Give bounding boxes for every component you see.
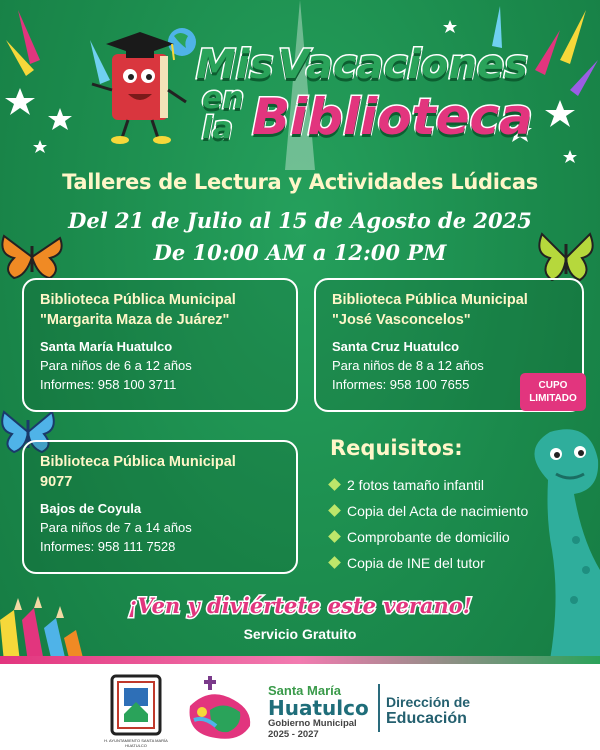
library-ages: Para niños de 6 a 12 años: [40, 358, 192, 373]
library-phone: Informes: 958 111 7528: [40, 539, 176, 554]
library-ages: Para niños de 8 a 12 años: [332, 358, 484, 373]
library-name-detail: 9077: [40, 474, 73, 490]
title-word-en: en: [202, 81, 244, 116]
orange-butterfly-icon: [0, 232, 64, 282]
title-word-vacaciones: Vacaciones: [278, 42, 528, 88]
library-card-margarita: [22, 278, 298, 412]
badge-line-1: CUPO: [538, 380, 568, 391]
municipality-brand: [268, 684, 369, 740]
library-name-detail: "José Vasconcelos": [332, 312, 471, 328]
brand-period: 2025 - 2027: [268, 729, 319, 740]
shield-caption: H. AYUNTAMIENTO SANTA MARÍA HUATULCO: [104, 738, 168, 748]
library-name-detail: "Margarita Maza de Juárez": [40, 312, 230, 328]
badge-line-2: LIMITADO: [529, 393, 577, 404]
schedule-hours: De 10:00 AM a 12:00 PM: [153, 240, 447, 265]
limited-spots-badge: [520, 373, 586, 411]
education-department: [386, 694, 470, 728]
library-card-9077: [22, 440, 298, 574]
title-word-mis: Mis: [196, 42, 274, 88]
library-name: Biblioteca Pública Municipal: [332, 292, 528, 308]
diamond-bullet-icon: [328, 478, 341, 491]
diamond-bullet-icon: [328, 530, 341, 543]
requirement-text: Comprobante de domicilio: [347, 529, 510, 545]
huatulco-government-logo-icon: [180, 676, 260, 742]
library-phone: Informes: 958 100 7655: [332, 377, 470, 392]
library-location: Santa María Huatulco: [40, 339, 173, 354]
requirement-text: Copia de INE del tutor: [347, 555, 485, 571]
call-to-action: ¡Ven y diviértete este verano!: [127, 593, 473, 618]
diamond-bullet-icon: [328, 504, 341, 517]
department-line-1: Dirección de: [386, 694, 471, 710]
title-word-la: la: [202, 111, 233, 146]
library-phone: Informes: 958 100 3711: [40, 377, 177, 392]
requirement-text: 2 fotos tamaño infantil: [347, 477, 484, 493]
library-name: Biblioteca Pública Municipal: [40, 292, 236, 308]
date-range: Del 21 de Julio al 15 de Agosto de 2025: [68, 208, 532, 233]
footer-divider: [378, 684, 380, 732]
event-title: [180, 40, 533, 150]
free-service-label: Servicio Gratuito: [243, 626, 357, 642]
requirement-text: Copia del Acta de nacimiento: [347, 503, 529, 519]
municipal-shield-logo-icon: [110, 674, 162, 740]
requirements-title: Requisitos:: [330, 436, 463, 460]
department-line-2: Educación: [386, 710, 467, 727]
title-word-biblioteca: Biblioteca: [252, 88, 533, 146]
library-location: Bajos de Coyula: [40, 501, 142, 516]
brand-town-line-2: Huatulco: [268, 696, 369, 720]
library-name: Biblioteca Pública Municipal: [40, 454, 236, 470]
library-location: Santa Cruz Huatulco: [332, 339, 460, 354]
diamond-bullet-icon: [328, 556, 341, 569]
dinosaur-illustration-icon: [490, 420, 600, 660]
brand-town-line-1: Santa María: [268, 683, 341, 698]
brand-government: Gobierno Municipal: [268, 718, 357, 729]
subtitle: Talleres de Lectura y Actividades Lúdicas: [62, 170, 538, 194]
library-ages: Para niños de 7 a 14 años: [40, 520, 192, 535]
